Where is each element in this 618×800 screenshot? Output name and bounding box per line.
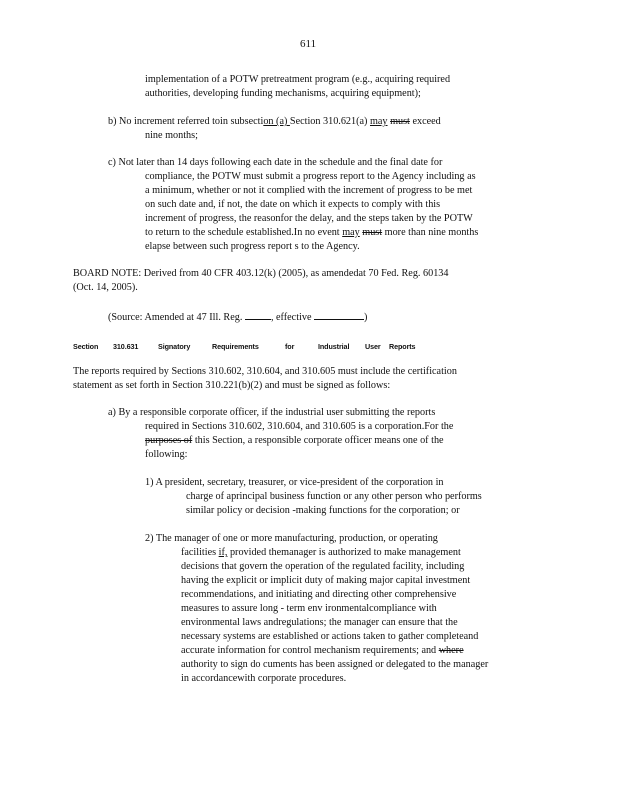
item-c-line-4: on such date and, if not, the date on which it expects to comply with this — [145, 199, 441, 210]
item-a2-line-10: authority to sign do cuments has been assigned or delegated to the manager — [181, 659, 489, 670]
item-b-line-2: nine months; — [145, 130, 198, 141]
item-a2-line-2: facilities if, provided themanager is authorized to make management — [181, 547, 461, 558]
item-a-line-1: a) By a responsible corporate officer, if the industrial user submitting the reports — [108, 407, 436, 418]
intro-line-2: authorities, developing funding mechanisms, acquiring equipment); — [145, 88, 421, 99]
item-c-line-2: compliance, the POTW must submit a progress report to the Agency including as — [145, 171, 476, 182]
reg-blank — [245, 310, 271, 320]
item-b-line-1: b) No increment referred toin subsection (a) Section 310.621(a) may must exceed — [108, 116, 441, 127]
item-c-line-5: increment of progress, the reasonfor the delay, and the steps taken by the POTW — [145, 213, 473, 224]
item-a2-line-9: accurate information for control mechanism requirements; and where — [181, 645, 464, 656]
item-a-line-3: purposes of this Section, a responsible corporate officer means one of the — [145, 435, 444, 446]
item-a-line-4: following: — [145, 449, 188, 460]
deleted-must-2: must — [362, 227, 383, 238]
item-c-line-1: c) Not later than 14 days following each date in the schedule and the final date for — [108, 157, 443, 168]
section-body-line-2: statement as set forth in Section 310.221(b)(2) and must be signed as follows: — [73, 380, 391, 391]
item-a2-line-5: recommendations, and initiating and directing other comprehensive — [181, 589, 457, 600]
subsection-a-ref: on (a) — [263, 116, 290, 127]
page-number: 611 — [300, 38, 317, 50]
effective-date-blank — [314, 310, 364, 320]
intro-line-1: implementation of a POTW pretreatment program (e.g., acquiring required — [145, 74, 451, 85]
deleted-purposes-of: purposes of — [145, 435, 193, 446]
board-note-line-2: (Oct. 14, 2005). — [73, 282, 138, 293]
inserted-if: if, — [218, 547, 228, 558]
item-a1-line-1: 1) A president, secretary, treasurer, or vice-president of the corporation in — [145, 477, 444, 488]
item-a2-line-11: in accordancewith corporate procedures. — [181, 673, 347, 684]
item-c-line-6: to return to the schedule established.In no event may must more than nine months — [145, 227, 479, 238]
inserted-may: may — [369, 116, 388, 127]
deleted-must: must — [390, 116, 410, 127]
item-a1-line-2: charge of aprincipal business function or any other person who performs — [186, 491, 482, 502]
item-c-line-3: a minimum, whether or not it complied with the increment of progress to be met — [145, 185, 473, 196]
item-c-line-7: elapse between such progress report s to the Agency. — [145, 241, 360, 252]
item-b-text: b) No increment referred toin subsecti — [108, 116, 264, 127]
item-a2-line-4: having the explicit or implicit duty of making major capital investment — [181, 575, 471, 586]
source-line: (Source: Amended at 47 Ill. Reg. , effective ) — [108, 312, 368, 323]
inserted-may-2: may — [342, 227, 360, 238]
item-a-line-2: required in Sections 310.602, 310.604, and 310.605 is a corporation.For the — [145, 421, 454, 432]
section-body-line-1: The reports required by Sections 310.602, 310.604, and 310.605 must include the certification — [73, 366, 457, 377]
item-a2-line-8: necessary systems are established or actions taken to gather completeand — [181, 631, 479, 642]
item-a2-line-1: 2) The manager of one or more manufacturing, production, or operating — [145, 533, 438, 544]
item-a2-line-6: measures to assure long - term env ironmentalcompliance with — [181, 603, 437, 614]
item-a2-line-3: decisions that govern the operation of the regulated facility, including — [181, 561, 465, 572]
item-b-section: Section 310.621(a) — [289, 116, 370, 127]
item-a2-line-7: environmental laws andregulations; the manager can ensure that the — [181, 617, 458, 628]
board-note-line-1: BOARD NOTE: Derived from 40 CFR 403.12(k) (2005), as amendedat 70 Fed. Reg. 60134 — [73, 268, 449, 279]
deleted-where: where — [438, 645, 464, 656]
item-a1-line-3: similar policy or decision -making functions for the corporation; or — [186, 505, 460, 516]
